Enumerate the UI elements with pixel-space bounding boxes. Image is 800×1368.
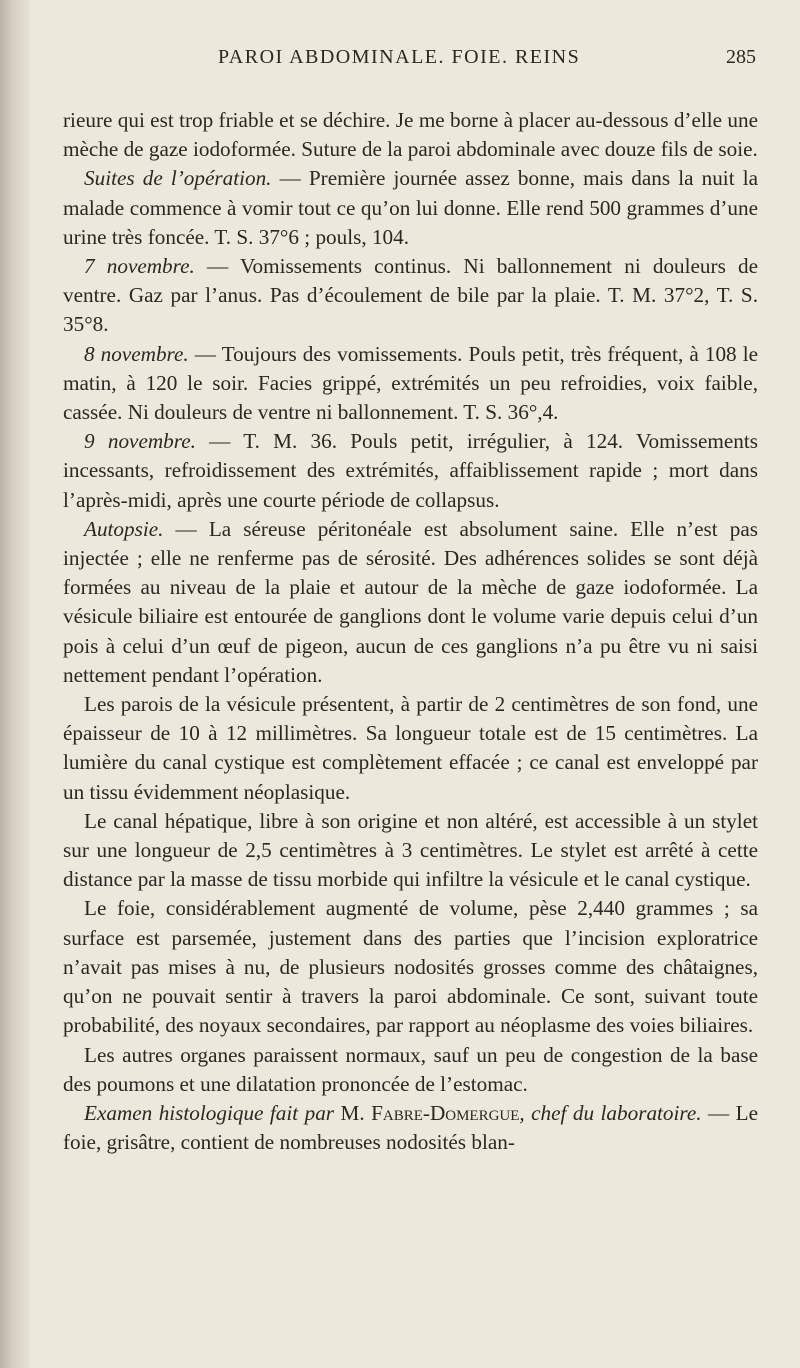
paragraph — [63, 515, 758, 690]
paragraph-text: — Vomissements continus. Ni ballonnement ni douleurs de ventre. Gaz par l’anus. Pas d’écoulement de bile par la plaie. T. M. 37°2, T. S. 35°8. — [63, 254, 758, 337]
paragraph-lead: Suites de l’opération. — [84, 166, 272, 191]
paragraph-lead: 8 novembre. — [84, 341, 189, 366]
running-title: PAROI ABDOMINALE. FOIE. REINS — [218, 46, 581, 68]
paragraph-lead: Examen histologique fait par — [84, 1100, 335, 1125]
paragraph-text: — Le foie, grisâtre, contient de nombreuses nodosités blan- — [63, 1100, 758, 1155]
author-name: Fabre-Domergue — [371, 1100, 520, 1125]
paragraph — [63, 1041, 758, 1099]
paragraph-text: — T. M. 36. Pouls petit, irrégulier, à 124. Vomissements incessants, refroidissement des extrémités, affaiblissement rapide ; mort dans l’après-midi, après une courte période de collapsus. — [63, 429, 758, 512]
paragraph-text: — Toujours des vomissements. Pouls petit, très fréquent, à 108 le matin, à 120 le soir. Facies grippé, extrémités un peu refroidies, voix faible, cassée. Ni douleurs de ventre ni ballonnement. T. S. 36°,4. — [63, 341, 759, 425]
paragraph — [63, 164, 758, 252]
paragraph-lead: 7 novembre. — [84, 254, 195, 279]
paragraph — [63, 340, 758, 428]
paragraph-text: Le foie, considérablement augmenté de volume, pèse 2,440 grammes ; sa surface est parsemée, justement dans des parties que l’incision exploratrice n’avait pas mises à nu, de plusieurs nodosités grosses comme des châtaignes, qu’on ne pouvait sentir à travers la paroi abdominale. Ce sont, suivant toute probabilité, des noyaux secondaires, par rapport au néoplasme des voies biliaires. — [63, 896, 758, 1038]
page-number: 285 — [726, 46, 756, 68]
paragraph — [63, 252, 758, 340]
book-spine-shadow — [0, 0, 30, 1368]
paragraph-text: Le canal hépatique, libre à son origine et non altéré, est accessible à un stylet sur une longueur de 2,5 centimètres à 3 centimètres. Le stylet est arrêté à cette distance par la masse de tissu morbide qui infiltre la vésicule et le canal cystique. — [63, 808, 758, 892]
paragraph-lead-2: , chef du laboratoire. — [519, 1100, 702, 1125]
book-page — [40, 0, 800, 1368]
paragraph-text: Les autres organes paraissent normaux, sauf un peu de congestion de la base des poumons et une dilatation prononcée de l’estomac. — [63, 1042, 758, 1096]
paragraph-text: — Première journée assez bonne, mais dans la nuit la malade commence à vomir tout ce qu’on lui donne. Elle rend 500 grammes d’une urine très foncée. T. S. 37°6 ; pouls, 104. — [63, 166, 758, 249]
paragraph-text: Les parois de la vésicule présentent, à partir de 2 centimètres de son fond, une épaisseur de 10 à 12 millimètres. Sa longueur totale est de 15 centimètres. La lumière du canal cystique est complètement effacée ; ce canal est enveloppé par un tissu évidemment néoplasique. — [63, 692, 758, 804]
paragraph — [63, 106, 758, 164]
paragraph — [63, 894, 758, 1040]
body-text — [63, 106, 758, 1157]
paragraph-lead: Autopsie. — [84, 516, 164, 541]
page-header — [40, 46, 760, 76]
paragraph-text: — La séreuse péritonéale est absolument saine. Elle n’est pas injectée ; elle ne renferme pas de sérosité. Des adhérences solides se sont déjà formées au niveau de la plaie et autour de la mèche de gaze iodoformée. La vésicule biliaire est entourée de ganglions dont le volume varie depuis celui d’un pois à celui d’un œuf de pigeon, aucun de ces ganglions n’a pu être vu ni saisi nettement pendant l’opération. — [63, 516, 758, 687]
paragraph — [63, 807, 758, 895]
paragraph-mid: M. — [334, 1100, 372, 1125]
paragraph — [63, 1099, 758, 1157]
paragraph — [63, 427, 758, 515]
paragraph — [63, 690, 758, 807]
paragraph-lead: 9 novembre. — [84, 429, 196, 454]
paragraph-text: rieure qui est trop friable et se déchire. Je me borne à placer au-dessous d’elle une mèche de gaze iodoformée. Suture de la paroi abdominale avec douze fils de soie. — [63, 108, 758, 162]
